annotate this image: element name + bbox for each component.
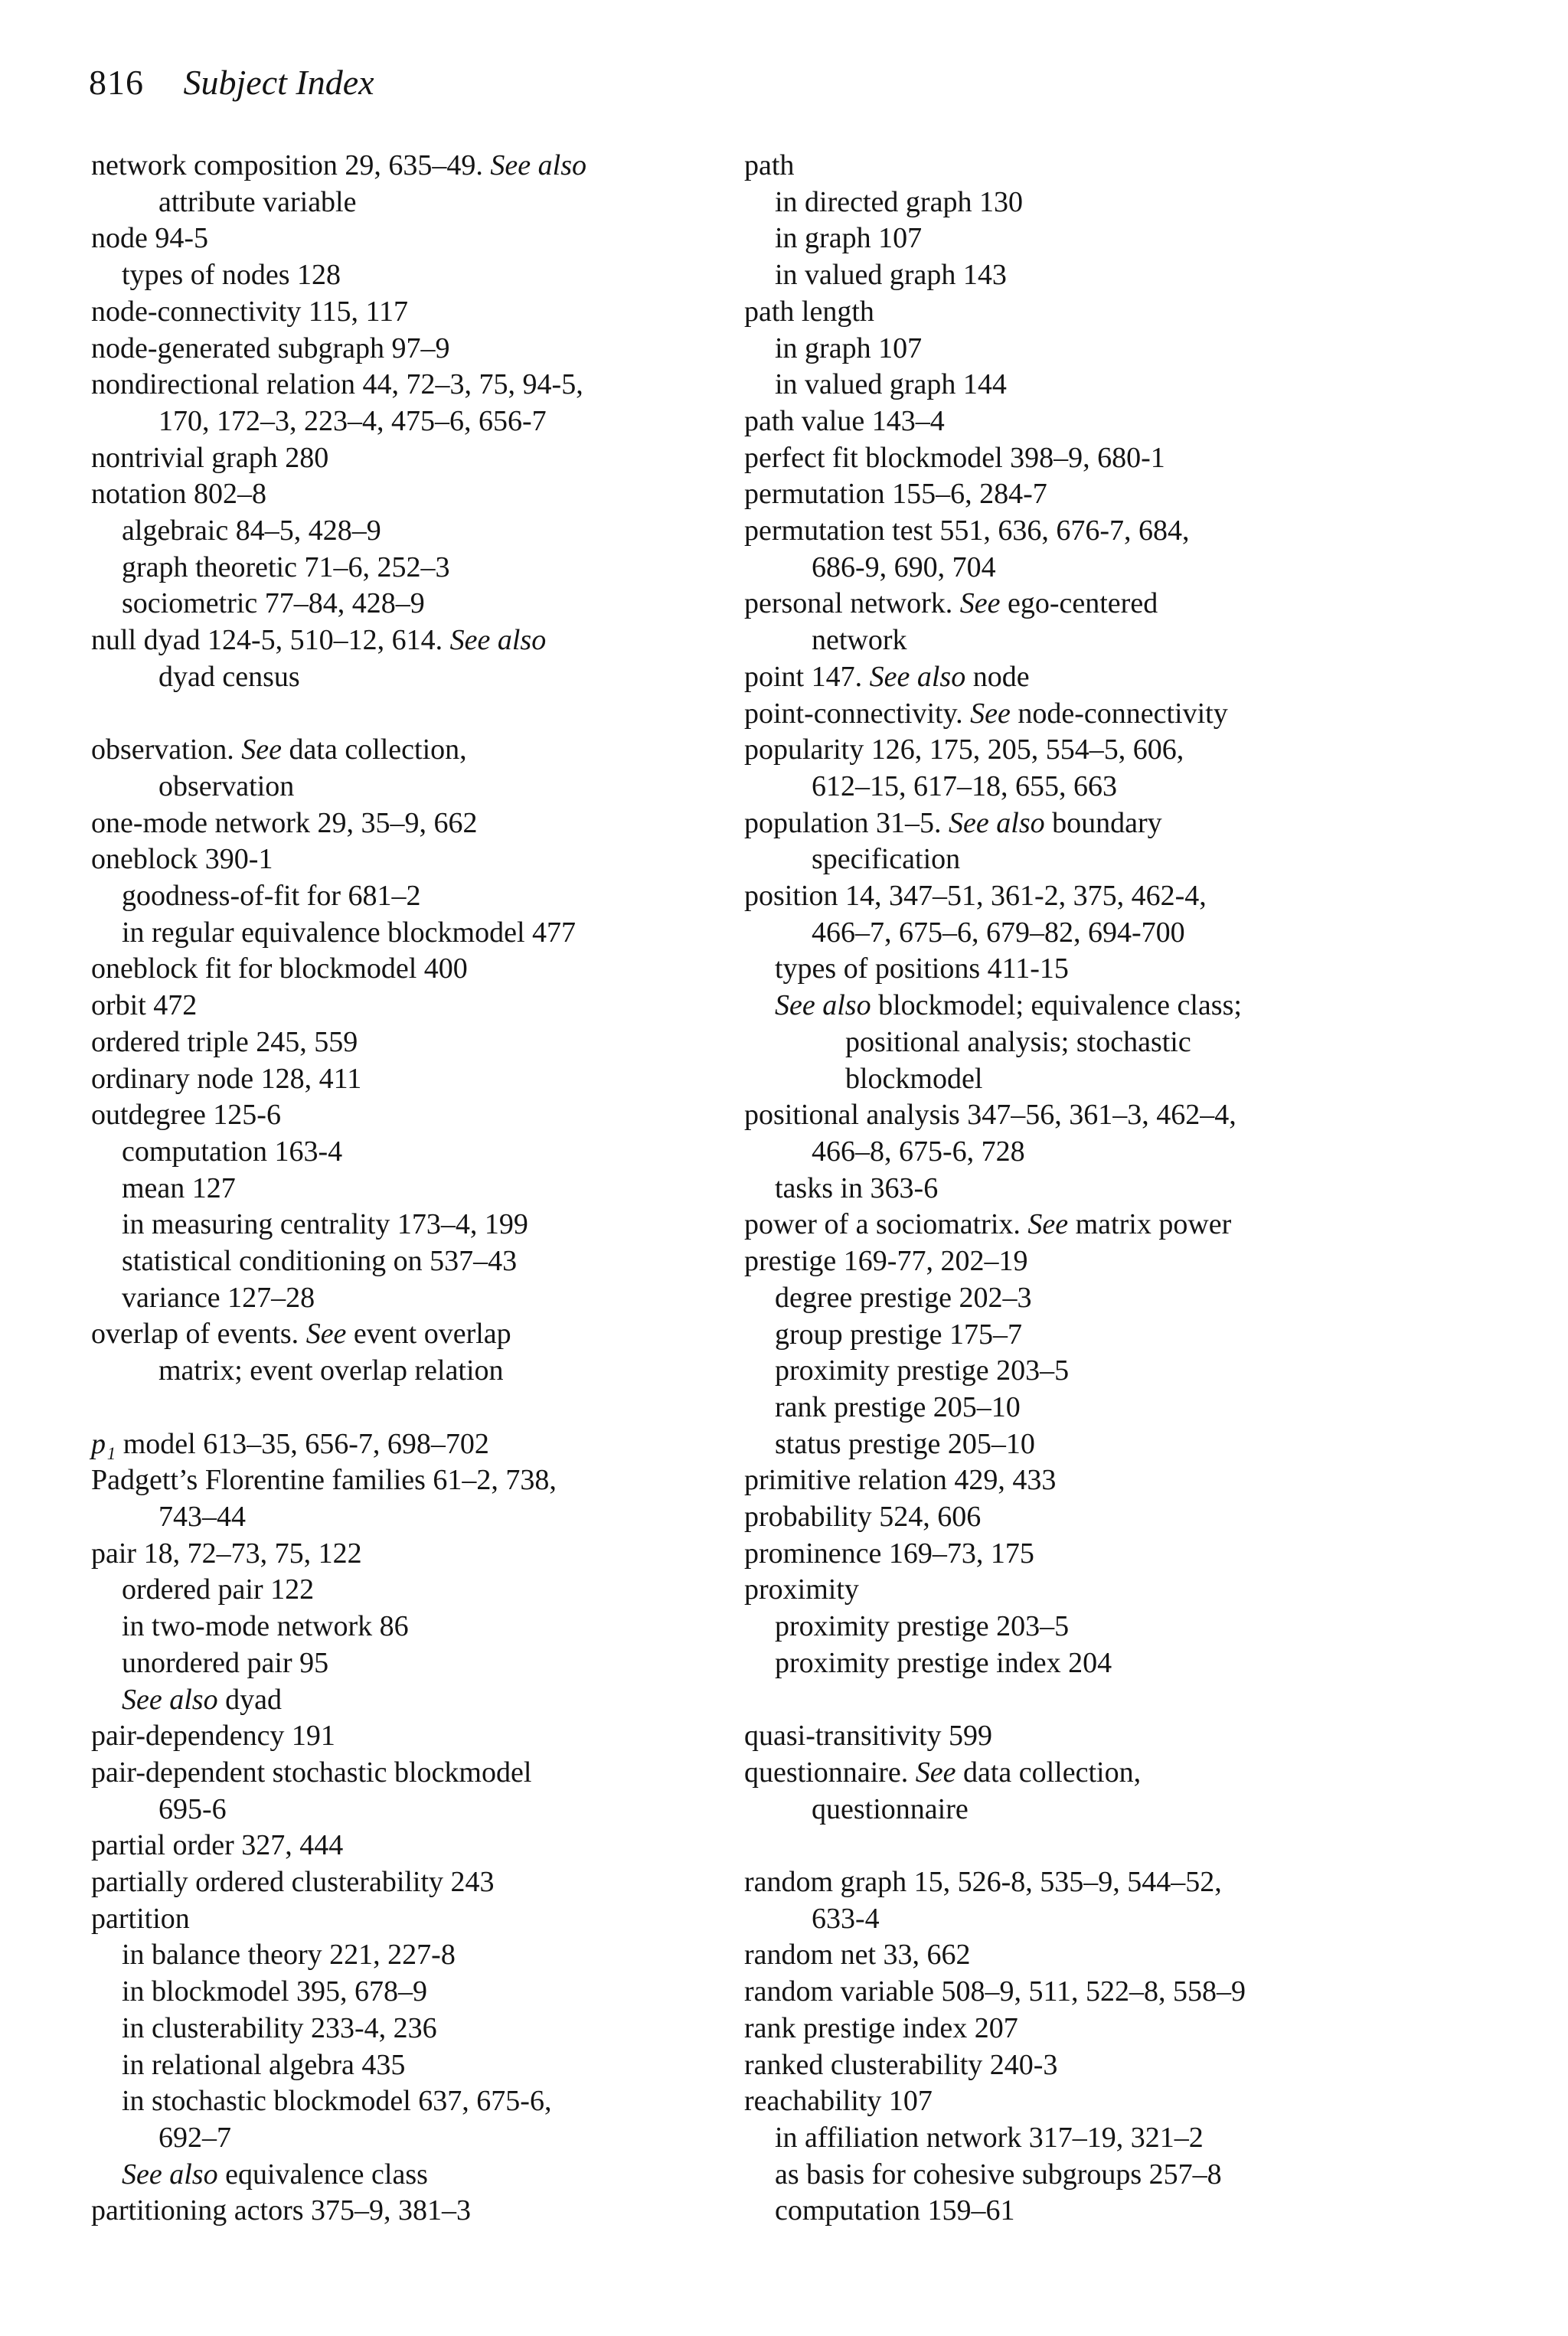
index-column-right — [744, 148, 1517, 2230]
index-text: observation. — [91, 733, 242, 766]
running-head — [89, 61, 374, 104]
page-number: 816 — [89, 63, 144, 102]
index-entry — [744, 1097, 1517, 1134]
cross-reference-label: See also — [122, 1683, 218, 1716]
index-text: group prestige 175–7 — [775, 1318, 1022, 1351]
index-text: status prestige 205–10 — [775, 1427, 1035, 1460]
index-text: rank prestige index 207 — [744, 2011, 1018, 2044]
index-text: node 94-5 — [91, 222, 209, 255]
index-entry — [744, 294, 1517, 331]
index-text: equivalence class — [217, 2158, 428, 2191]
index-text: in graph 107 — [775, 222, 923, 255]
index-text: point 147. — [744, 660, 870, 693]
index-subentry — [91, 2083, 750, 2120]
index-subentry — [744, 988, 1517, 1024]
index-entry — [91, 622, 750, 659]
index-entry — [744, 2047, 1517, 2084]
index-text: in balance theory 221, 227-8 — [122, 1939, 456, 1972]
index-continuation — [91, 403, 750, 440]
cross-reference-label: See also — [490, 149, 586, 181]
index-subentry — [91, 513, 750, 550]
index-entry — [744, 1243, 1517, 1280]
index-text: in two-mode network 86 — [122, 1610, 409, 1643]
index-entry — [91, 440, 750, 477]
index-text: random variable 508–9, 511, 522–8, 558–9 — [744, 1975, 1246, 2008]
index-text: partition — [91, 1902, 190, 1935]
cross-reference-label: See — [241, 733, 283, 766]
index-subentry — [744, 951, 1517, 988]
index-text: computation 163-4 — [122, 1135, 343, 1168]
index-text: orbit 472 — [91, 989, 198, 1022]
index-text: in stochastic blockmodel 637, 675-6, — [122, 2085, 552, 2118]
index-text: in affiliation network 317–19, 321–2 — [775, 2121, 1204, 2154]
index-entry — [91, 805, 750, 842]
index-subentry — [744, 185, 1517, 221]
index-subentry — [744, 1353, 1517, 1390]
index-entry — [91, 1536, 750, 1573]
index-entry — [744, 476, 1517, 513]
index-text: position 14, 347–51, 361-2, 375, 462-4, — [744, 880, 1207, 913]
index-text: 633-4 — [812, 1902, 880, 1935]
index-entry — [744, 586, 1517, 622]
index-subentry — [91, 1682, 750, 1719]
index-entry — [91, 841, 750, 878]
index-text: perfect fit blockmodel 398–9, 680-1 — [744, 441, 1165, 474]
index-text: computation 159–61 — [775, 2194, 1015, 2227]
index-subentry — [744, 2120, 1517, 2157]
cross-reference-label: p₁ — [91, 1427, 116, 1460]
index-entry — [744, 1536, 1517, 1573]
index-subentry — [91, 2047, 750, 2084]
cross-reference-label: See also — [775, 989, 871, 1022]
index-text: path — [744, 149, 795, 181]
index-entry — [744, 403, 1517, 440]
index-text: outdegree 125-6 — [91, 1099, 281, 1132]
index-continuation — [744, 915, 1517, 952]
index-subentry — [744, 1390, 1517, 1426]
index-subentry — [91, 1243, 750, 1280]
index-text: path value 143–4 — [744, 404, 945, 437]
index-text: partial order 327, 444 — [91, 1829, 344, 1862]
index-text: node-connectivity 115, 117 — [91, 295, 409, 328]
index-subentry — [744, 367, 1517, 403]
index-text: 466–7, 675–6, 679–82, 694-700 — [812, 916, 1185, 949]
section-gap — [744, 1828, 1517, 1864]
index-entry — [744, 1864, 1517, 1901]
index-entry — [91, 331, 750, 368]
index-entry — [91, 294, 750, 331]
index-entry — [91, 367, 750, 403]
index-text: matrix; event overlap relation — [158, 1354, 504, 1387]
section-gap — [744, 1682, 1517, 1719]
index-text: sociometric 77–84, 428–9 — [122, 587, 425, 620]
index-text: probability 524, 606 — [744, 1501, 982, 1534]
index-text: ego-centered — [1000, 587, 1158, 620]
index-entry — [91, 148, 750, 185]
index-text: data collection, — [282, 733, 467, 766]
index-text: network composition 29, 635–49. — [91, 149, 491, 181]
index-entry — [91, 1755, 750, 1792]
index-text: ordered pair 122 — [122, 1573, 315, 1606]
index-entry — [91, 1024, 750, 1061]
index-text: blockmodel — [845, 1062, 983, 1095]
index-text: personal network. — [744, 587, 960, 620]
index-subentry — [744, 1645, 1517, 1682]
index-text: in directed graph 130 — [775, 185, 1023, 218]
cross-reference-label: See also — [449, 624, 547, 657]
index-subentry — [91, 1645, 750, 1682]
index-text: in regular equivalence blockmodel 477 — [122, 916, 577, 949]
index-entry — [91, 476, 750, 513]
cross-reference-label: See — [959, 587, 1001, 620]
index-text: Padgett’s Florentine families 61–2, 738, — [91, 1464, 557, 1497]
index-text: specification — [812, 843, 961, 876]
index-continuation — [91, 1353, 750, 1390]
index-text: primitive relation 429, 433 — [744, 1464, 1057, 1497]
index-text: random graph 15, 526-8, 535–9, 544–52, — [744, 1866, 1222, 1899]
index-text: partitioning actors 375–9, 381–3 — [91, 2194, 472, 2227]
index-text: null dyad 124-5, 510–12, 614. — [91, 624, 450, 657]
index-subentry — [91, 257, 750, 294]
index-text: graph theoretic 71–6, 252–3 — [122, 551, 450, 583]
index-text: goodness-of-fit for 681–2 — [122, 880, 421, 913]
index-entry — [91, 1462, 750, 1499]
index-column-left — [91, 148, 750, 2230]
index-text: questionnaire — [812, 1792, 969, 1825]
index-text: tasks in 363-6 — [775, 1171, 939, 1204]
index-text: proximity prestige 203–5 — [775, 1610, 1070, 1643]
index-entry — [91, 732, 750, 769]
index-continuation — [91, 659, 750, 696]
index-subentry — [744, 1280, 1517, 1317]
index-text: in blockmodel 395, 678–9 — [122, 1975, 427, 2008]
cross-reference-label: See also — [949, 806, 1045, 839]
index-text: power of a sociomatrix. — [744, 1208, 1028, 1241]
index-subentry — [91, 1937, 750, 1974]
index-text: in clusterability 233-4, 236 — [122, 2011, 437, 2044]
index-text: dyad census — [158, 660, 300, 693]
index-text: in valued graph 143 — [775, 259, 1007, 292]
index-text: nontrivial graph 280 — [91, 441, 329, 474]
index-text: oneblock fit for blockmodel 400 — [91, 952, 468, 985]
index-continuation — [744, 550, 1517, 586]
index-text: reachability 107 — [744, 2085, 933, 2118]
index-entry — [744, 148, 1517, 185]
index-entry — [744, 513, 1517, 550]
index-text: 695-6 — [158, 1792, 227, 1825]
index-subentry — [91, 1134, 750, 1171]
index-text: ordinary node 128, 411 — [91, 1062, 362, 1095]
index-continuation — [744, 1134, 1517, 1171]
index-text: 170, 172–3, 223–4, 475–6, 656-7 — [158, 404, 547, 437]
index-entry — [744, 659, 1517, 696]
index-text: positional analysis 347–56, 361–3, 462–4, — [744, 1099, 1236, 1132]
index-continuation — [744, 769, 1517, 805]
index-text: nondirectional relation 44, 72–3, 75, 94-5, — [91, 368, 583, 401]
index-text: questionnaire. — [744, 1756, 916, 1789]
index-text: quasi-transitivity 599 — [744, 1720, 993, 1753]
index-text: proximity — [744, 1573, 859, 1606]
index-text: notation 802–8 — [91, 478, 267, 511]
index-entry — [744, 440, 1517, 477]
index-subentry — [91, 1171, 750, 1207]
index-text: 686-9, 690, 704 — [812, 551, 996, 583]
index-text: random net 33, 662 — [744, 1939, 971, 1972]
index-subentry — [744, 1426, 1517, 1463]
index-text: ordered triple 245, 559 — [91, 1025, 358, 1058]
index-subentry — [91, 1609, 750, 1645]
index-text: pair-dependency 191 — [91, 1720, 335, 1753]
section-gap — [91, 1390, 750, 1426]
index-text: proximity prestige index 204 — [775, 1646, 1112, 1679]
index-text: in valued graph 144 — [775, 368, 1007, 401]
cross-reference-label: See also — [122, 2158, 218, 2191]
index-text: 743–44 — [158, 1500, 246, 1533]
index-entry — [91, 1426, 750, 1463]
index-text: 466–8, 675-6, 728 — [812, 1135, 1025, 1168]
index-text: dyad — [217, 1683, 282, 1716]
index-entry — [91, 1097, 750, 1134]
index-subentry — [91, 1207, 750, 1243]
cross-reference-label: See — [1027, 1208, 1069, 1241]
index-text: as basis for cohesive subgroups 257–8 — [775, 2158, 1222, 2191]
index-text: popularity 126, 175, 205, 554–5, 606, — [744, 733, 1184, 766]
index-continuation — [91, 1499, 750, 1536]
index-text: point-connectivity. — [744, 697, 971, 730]
index-entry — [744, 805, 1517, 842]
index-text: degree prestige 202–3 — [775, 1281, 1032, 1314]
index-text: rank prestige 205–10 — [775, 1390, 1021, 1423]
index-continuation — [91, 2120, 750, 2157]
index-subentry — [744, 2157, 1517, 2194]
index-continuation — [91, 1792, 750, 1828]
index-entry — [91, 1828, 750, 1864]
index-entry — [744, 696, 1517, 733]
index-entry — [744, 878, 1517, 915]
section-gap — [91, 696, 750, 733]
index-entry — [744, 1462, 1517, 1499]
index-text: pair-dependent stochastic blockmodel — [91, 1756, 532, 1789]
index-text: 692–7 — [158, 2121, 231, 2154]
index-entry — [91, 2193, 750, 2230]
cross-reference-label: See — [915, 1756, 956, 1789]
index-text: unordered pair 95 — [122, 1646, 329, 1679]
index-text: prestige 169-77, 202–19 — [744, 1245, 1028, 1278]
index-entry — [744, 1974, 1517, 2011]
index-text: node — [965, 660, 1030, 693]
index-entry — [744, 1207, 1517, 1243]
index-entry — [91, 1901, 750, 1938]
cross-reference-label: See also — [869, 660, 966, 693]
index-text: event overlap — [346, 1318, 511, 1351]
index-entry — [91, 1864, 750, 1901]
index-continuation — [91, 769, 750, 805]
cross-reference-label: See — [305, 1318, 347, 1351]
index-text: overlap of events. — [91, 1318, 306, 1351]
index-entry — [744, 1572, 1517, 1609]
index-continuation — [744, 841, 1517, 878]
index-continuation — [744, 1061, 1517, 1098]
index-continuation — [744, 1792, 1517, 1828]
index-subentry — [91, 915, 750, 952]
index-subentry — [91, 1280, 750, 1317]
index-subentry — [91, 878, 750, 915]
index-text: prominence 169–73, 175 — [744, 1537, 1034, 1570]
index-text: positional analysis; stochastic — [845, 1025, 1191, 1058]
index-text: pair 18, 72–73, 75, 122 — [91, 1537, 362, 1570]
index-text: 612–15, 617–18, 655, 663 — [812, 769, 1117, 802]
index-continuation — [91, 185, 750, 221]
index-entry — [91, 988, 750, 1024]
index-text: types of positions 411-15 — [775, 952, 1069, 985]
index-continuation — [744, 1901, 1517, 1938]
index-text: mean 127 — [122, 1171, 236, 1204]
index-entry — [744, 1755, 1517, 1792]
index-text: algebraic 84–5, 428–9 — [122, 515, 381, 547]
index-text: boundary — [1044, 806, 1162, 839]
index-text: permutation 155–6, 284-7 — [744, 478, 1047, 511]
index-text: types of nodes 128 — [122, 259, 341, 292]
index-subentry — [744, 1609, 1517, 1645]
index-text: model 613–35, 656-7, 698–702 — [116, 1427, 489, 1460]
index-text: data collection, — [956, 1756, 1142, 1789]
index-text: network — [812, 624, 907, 657]
index-entry — [744, 1937, 1517, 1974]
index-subentry — [91, 586, 750, 622]
index-subentry — [744, 2193, 1517, 2230]
index-subentry — [91, 1572, 750, 1609]
index-entry — [91, 951, 750, 988]
index-text: attribute variable — [158, 185, 357, 218]
index-text: partially ordered clusterability 243 — [91, 1866, 495, 1899]
index-text: variance 127–28 — [122, 1281, 315, 1314]
index-entry — [91, 1316, 750, 1353]
index-entry — [744, 2011, 1517, 2047]
index-text: one-mode network 29, 35–9, 662 — [91, 806, 478, 839]
index-text: blockmodel; equivalence class; — [871, 989, 1242, 1022]
index-text: population 31–5. — [744, 806, 949, 839]
index-subentry — [744, 1171, 1517, 1207]
index-text: in relational algebra 435 — [122, 2048, 406, 2081]
index-subentry — [744, 331, 1517, 368]
index-entry — [744, 1499, 1517, 1536]
index-text: matrix power — [1068, 1208, 1232, 1241]
index-entry — [744, 732, 1517, 769]
index-subentry — [91, 1974, 750, 2011]
index-entry — [91, 1718, 750, 1755]
index-subentry — [744, 257, 1517, 294]
index-subentry — [91, 2157, 750, 2194]
index-entry — [744, 1718, 1517, 1755]
index-text: path length — [744, 295, 874, 328]
index-text: in measuring centrality 173–4, 199 — [122, 1208, 528, 1241]
index-text: node-connectivity — [1010, 697, 1228, 730]
index-text: statistical conditioning on 537–43 — [122, 1245, 518, 1278]
index-text: node-generated subgraph 97–9 — [91, 332, 450, 364]
index-text: in graph 107 — [775, 332, 923, 364]
index-text: observation — [158, 769, 295, 802]
running-title: Subject Index — [183, 63, 374, 102]
index-subentry — [744, 1317, 1517, 1354]
index-entry — [744, 2083, 1517, 2120]
index-entry — [91, 1061, 750, 1098]
index-continuation — [744, 622, 1517, 659]
index-text: ranked clusterability 240-3 — [744, 2048, 1058, 2081]
cross-reference-label: See — [970, 697, 1011, 730]
index-subentry — [91, 550, 750, 586]
index-text: permutation test 551, 636, 676-7, 684, — [744, 515, 1190, 547]
index-text: proximity prestige 203–5 — [775, 1354, 1070, 1387]
index-continuation — [744, 1024, 1517, 1061]
index-subentry — [744, 221, 1517, 257]
index-entry — [91, 221, 750, 257]
index-subentry — [91, 2011, 750, 2047]
index-text: oneblock 390-1 — [91, 843, 273, 876]
